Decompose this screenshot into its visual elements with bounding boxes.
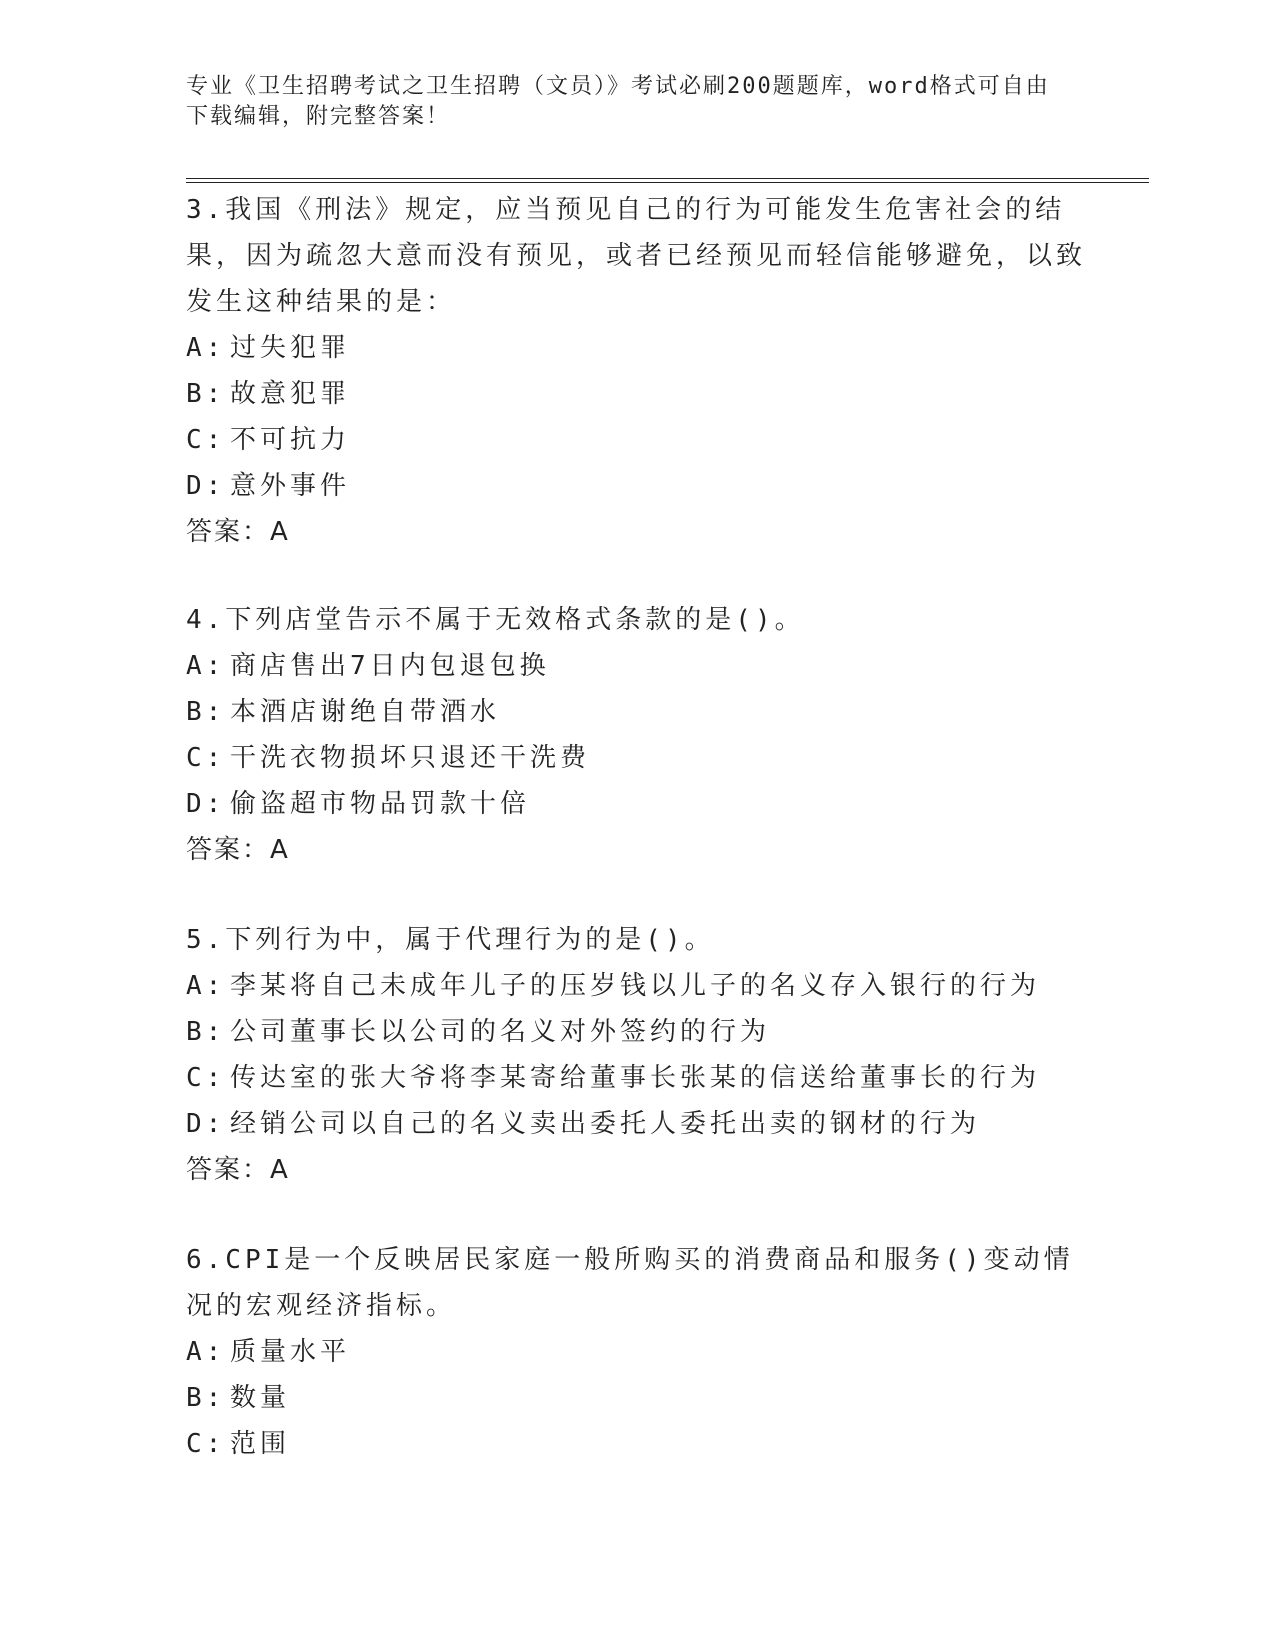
option-text: 经销公司以自己的名义卖出委托人委托出卖的钢材的行为 xyxy=(230,1109,981,1139)
option-text: 数量 xyxy=(230,1383,291,1413)
option-text: 质量水平 xyxy=(230,1337,351,1367)
option-key: A: xyxy=(186,333,226,363)
option-text: 过失犯罪 xyxy=(230,333,351,363)
option-key: B: xyxy=(186,1017,226,1047)
option-text: 传达室的张大爷将李某寄给董事长张某的信送给董事长的行为 xyxy=(230,1063,1041,1093)
option-key: D: xyxy=(186,471,226,501)
answer-line: 答案：A xyxy=(186,1155,290,1185)
answer-line: 答案：A xyxy=(186,517,290,547)
option-key: B: xyxy=(186,379,226,409)
option-text: 不可抗力 xyxy=(230,425,351,455)
option-a xyxy=(186,963,1086,1009)
question-4 xyxy=(186,597,1086,873)
question-6 xyxy=(186,1237,1086,1467)
option-d xyxy=(186,463,1086,509)
option-c xyxy=(186,417,1086,463)
option-key: A: xyxy=(186,651,226,681)
option-text: 公司董事长以公司的名义对外签约的行为 xyxy=(230,1017,771,1047)
option-key: B: xyxy=(186,1383,226,1413)
option-key: C: xyxy=(186,1063,226,1093)
option-key: A: xyxy=(186,971,226,1001)
option-c xyxy=(186,1055,1086,1101)
option-text: 李某将自己未成年儿子的压岁钱以儿子的名义存入银行的行为 xyxy=(230,971,1041,1001)
option-text: 意外事件 xyxy=(230,471,351,501)
option-a xyxy=(186,643,1086,689)
question-stem: 6.CPI是一个反映居民家庭一般所购买的消费商品和服务()变动情况的宏观经济指标。 xyxy=(186,1245,1074,1321)
answer-line: 答案：A xyxy=(186,835,290,865)
question-stem: 3.我国《刑法》规定，应当预见自己的行为可能发生危害社会的结果，因为疏忽大意而没有预见，或者已经预见而轻信能够避免，以致发生这种结果的是： xyxy=(186,195,1087,317)
option-d xyxy=(186,781,1086,827)
header-divider-bottom xyxy=(186,182,1149,183)
option-text: 偷盗超市物品罚款十倍 xyxy=(230,789,531,819)
option-text: 本酒店谢绝自带酒水 xyxy=(230,697,501,727)
option-b xyxy=(186,1375,1086,1421)
option-b xyxy=(186,1009,1086,1055)
question-stem: 4.下列店堂告示不属于无效格式条款的是()。 xyxy=(186,605,805,635)
option-a xyxy=(186,1329,1086,1375)
question-5 xyxy=(186,917,1086,1193)
option-text: 范围 xyxy=(230,1429,291,1459)
option-text: 故意犯罪 xyxy=(230,379,351,409)
option-key: D: xyxy=(186,1109,226,1139)
question-3 xyxy=(186,187,1086,555)
option-text: 商店售出7日内包退包换 xyxy=(230,651,550,681)
option-a xyxy=(186,325,1086,371)
option-key: B: xyxy=(186,697,226,727)
header-divider-top xyxy=(186,178,1149,179)
option-key: C: xyxy=(186,743,226,773)
option-b xyxy=(186,371,1086,417)
option-b xyxy=(186,689,1086,735)
option-key: C: xyxy=(186,425,226,455)
option-text: 干洗衣物损坏只退还干洗费 xyxy=(230,743,591,773)
option-c xyxy=(186,1421,1086,1467)
option-key: D: xyxy=(186,789,226,819)
option-key: C: xyxy=(186,1429,226,1459)
option-key: A: xyxy=(186,1337,226,1367)
question-stem: 5.下列行为中，属于代理行为的是()。 xyxy=(186,925,715,955)
option-d xyxy=(186,1101,1086,1147)
option-c xyxy=(186,735,1086,781)
document-header: 专业《卫生招聘考试之卫生招聘（文员）》考试必刷200题题库，word格式可自由下载编辑，附完整答案！ xyxy=(186,74,1050,129)
